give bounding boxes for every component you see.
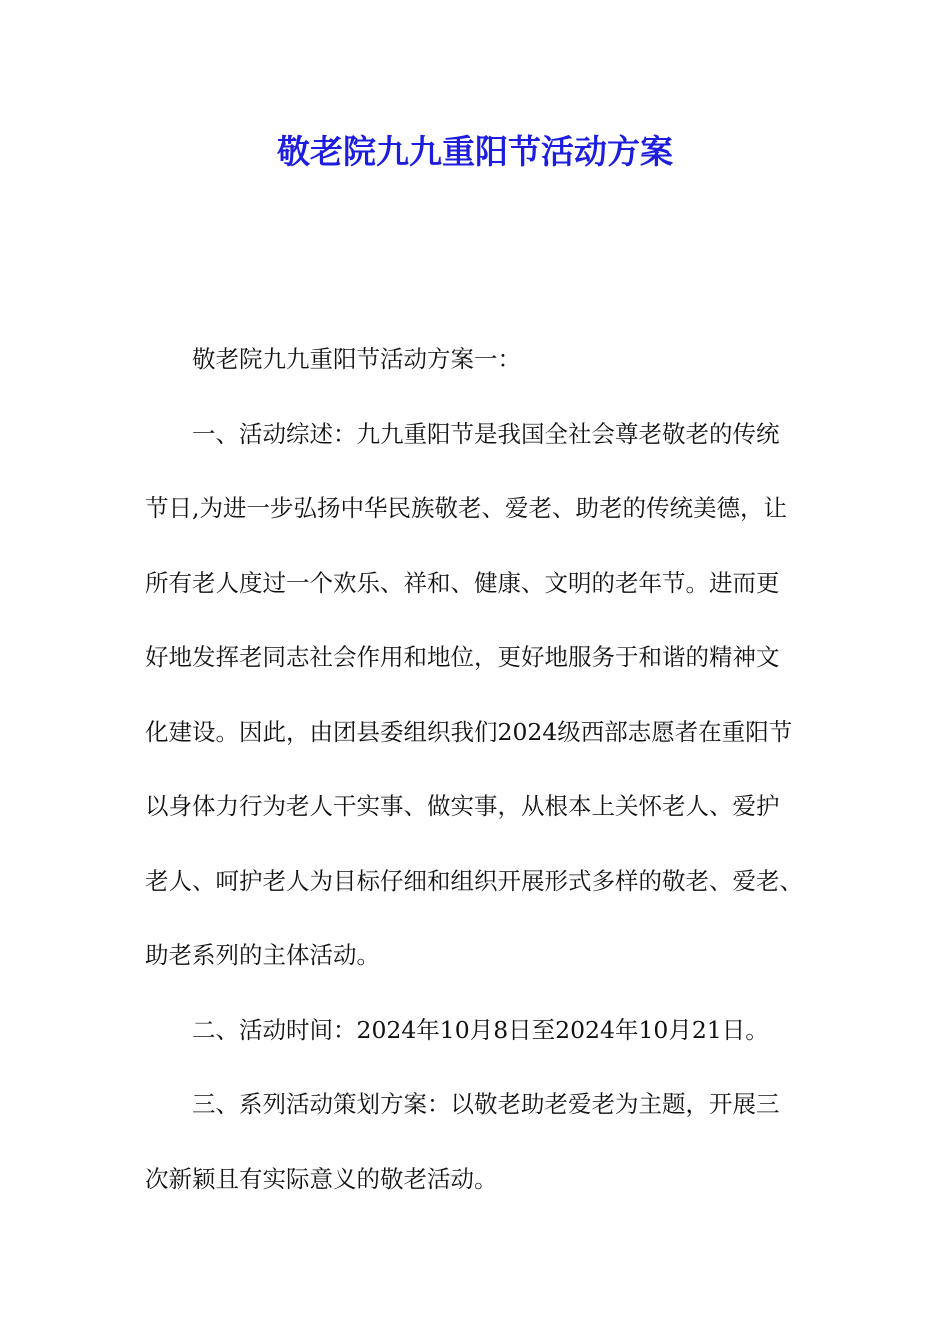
paragraph-line: 好地发挥老同志社会作用和地位，更好地服务于和谐的精神文 (145, 643, 780, 671)
plan-heading: 敬老院九九重阳节活动方案一： (192, 345, 521, 373)
document-title: 敬老院九九重阳节活动方案 (277, 132, 673, 171)
paragraph-line: 三、系列活动策划方案：以敬老助老爱老为主题，开展三 (192, 1090, 780, 1118)
paragraph-line: 二、活动时间：2024年10月8日至2024年10月21日。 (192, 1015, 769, 1044)
paragraph-line: 化建设。因此，由团县委组织我们2024级西部志愿者在重阳节 (145, 717, 793, 746)
paragraph-line: 以身体力行为老人干实事、做实事，从根本上关怀老人、爱护 (145, 792, 780, 820)
paragraph-line: 节日,为进一步弘扬中华民族敬老、爱老、助老的传统美德，让 (145, 494, 787, 522)
paragraph-line: 次新颖且有实际意义的敬老活动。 (145, 1164, 498, 1193)
paragraph-line: 助老系列的主体活动。 (145, 941, 380, 969)
document-body (145, 322, 827, 1216)
paragraph-line: 所有老人度过一个欢乐、祥和、健康、文明的老年节。进而更 (145, 568, 780, 597)
paragraph-line: 老人、呵护老人为目标仔细和组织开展形式多样的敬老、爱老、 (145, 866, 803, 895)
paragraph-line: 一、活动综述：九九重阳节是我国全社会尊老敬老的传统 (192, 419, 780, 448)
